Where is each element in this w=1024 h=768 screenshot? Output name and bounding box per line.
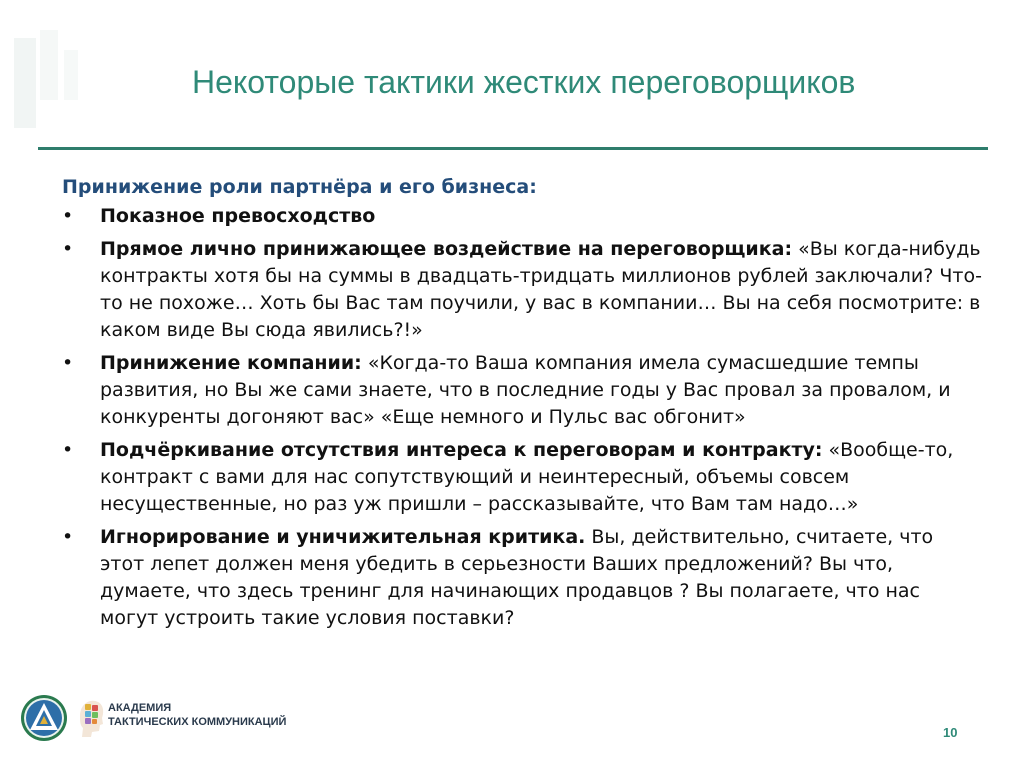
- list-item: [62, 236, 982, 344]
- slide-content: [62, 174, 982, 638]
- bullet-title: Показное превосходство: [100, 205, 376, 227]
- list-item: [62, 350, 982, 431]
- slide-title: Некоторые тактики жестких переговорщиков: [192, 64, 856, 100]
- page-number: 10: [943, 725, 958, 740]
- bullet-title: Прямое лично принижающее воздействие на переговорщика:: [100, 238, 793, 260]
- colored-head-profile-icon: [76, 696, 106, 738]
- bullet-marker: •: [62, 205, 74, 227]
- bullet-marker: •: [62, 439, 74, 461]
- triangle-emblem-icon: [20, 694, 68, 742]
- list-item: [62, 524, 982, 632]
- bullet-title: Игнорирование и уничижительная критика.: [100, 526, 586, 548]
- tactics-list: [62, 203, 982, 632]
- bullet-text: «Вы когда-нибудь контракты хотя бы на суммы в двадцать-тридцать миллионов рублей заключали? Что-то не похоже… Хоть бы Вас там поучили, у вас в компании… Вы на себя посмотрите: в каком виде Вы сюда явились?!»: [100, 238, 982, 341]
- bullet-marker: •: [62, 238, 74, 260]
- bullet-title: Подчёркивание отсутствия интереса к переговорам и контракту:: [100, 439, 823, 461]
- list-item: [62, 437, 982, 518]
- title-divider: [38, 147, 988, 150]
- bullet-text: «Вообще-то, контракт с вами для нас сопутствующий и неинтересный, объемы совсем несущественные, но раз уж пришли – рассказывайте, что Вам там надо…»: [100, 439, 954, 515]
- bullet-title: Принижение компании:: [100, 352, 362, 374]
- bullet-text: «Когда-то Ваша компания имела сумасшедшие темпы развития, но Вы же сами знаете, что в последние годы у Вас провал за провалом, и конкуренты догоняют вас» «Еще немного и Пульс вас обгонит»: [100, 352, 951, 428]
- organization-name-line2: ТАКТИЧЕСКИХ КОММУНИКАЦИЙ: [108, 716, 287, 728]
- section-heading: Принижение роли партнёра и его бизнеса:: [62, 176, 537, 198]
- organization-name: [108, 701, 286, 729]
- bullet-text: Вы, действительно, считаете, что этот лепет должен меня убедить в серьезности Ваших предложений? Вы что, думаете, что здесь тренинг для начинающих продавцов ? Вы полагаете, что нас могут устроить такие условия поставки?: [100, 526, 934, 629]
- bullet-marker: •: [62, 352, 74, 374]
- list-item: [62, 203, 982, 230]
- bullet-marker: •: [62, 526, 74, 548]
- corner-decoration: [0, 20, 150, 140]
- organization-name-line1: АКАДЕМИЯ: [108, 702, 172, 714]
